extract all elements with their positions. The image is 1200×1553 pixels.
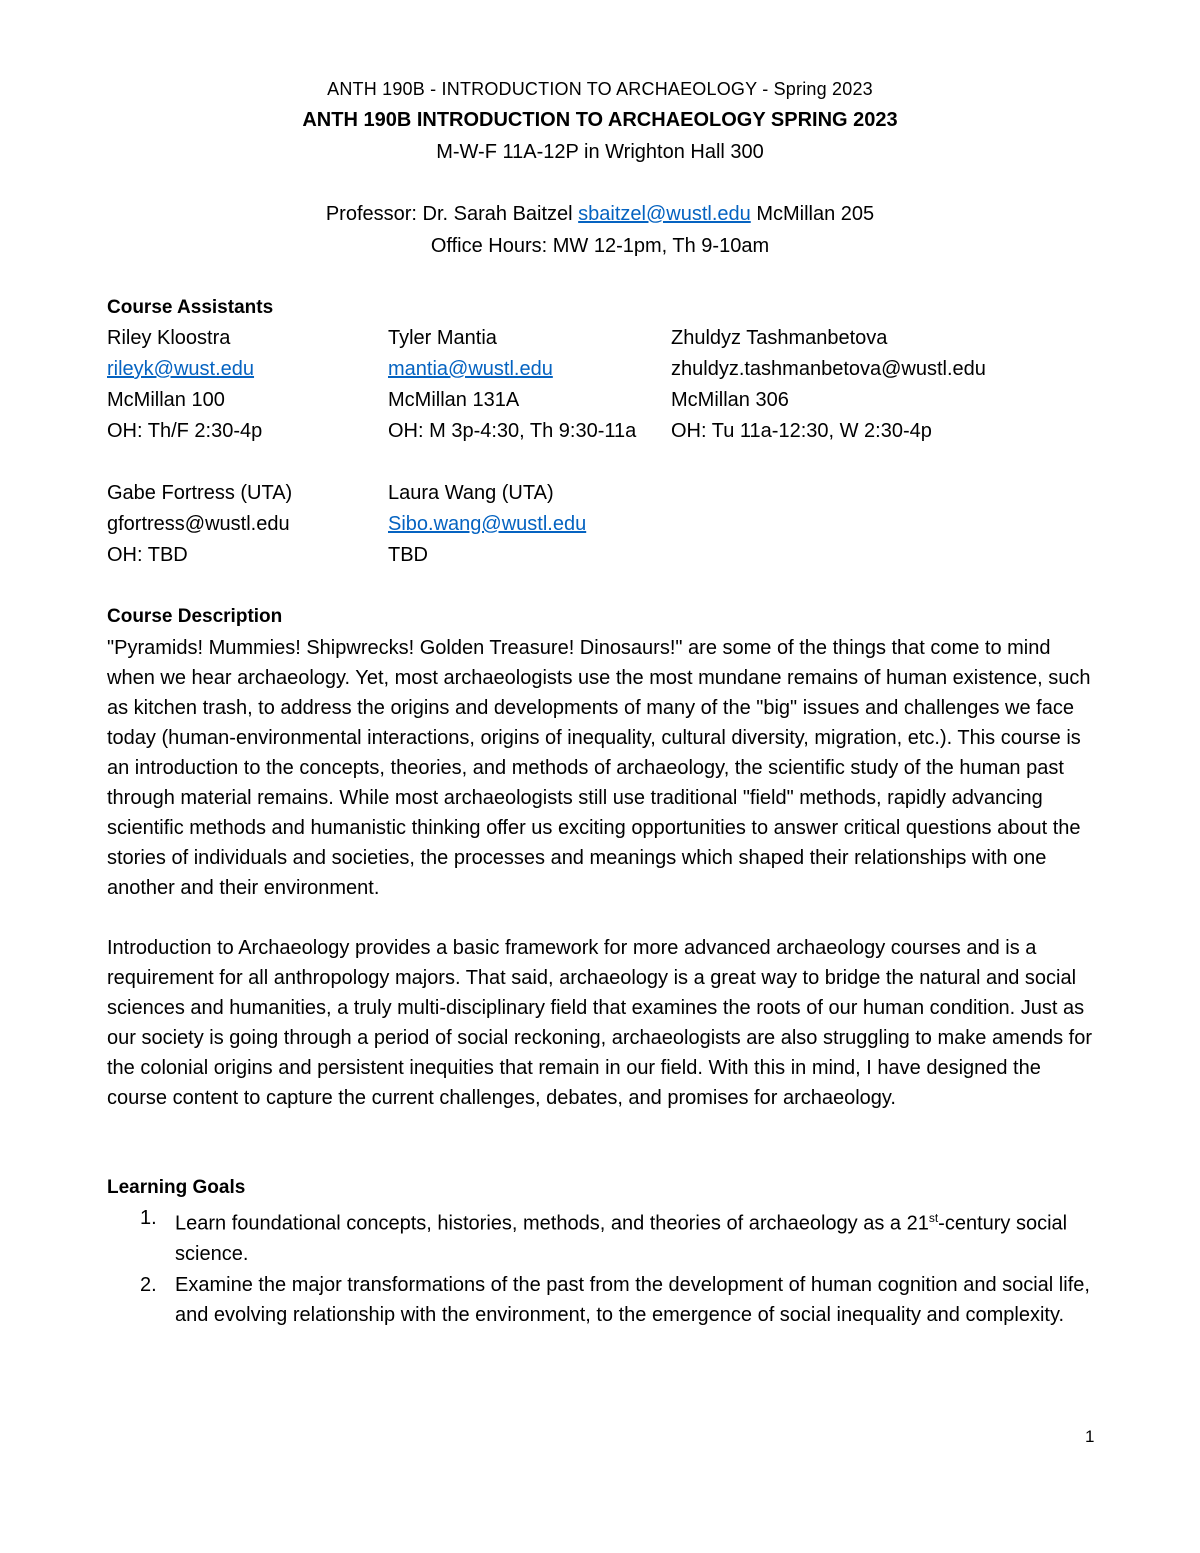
assistant-name: Laura Wang (UTA) [388,482,554,504]
assistant-hours: OH: Th/F 2:30-4p [107,420,263,442]
course-description-heading: Course Description [107,606,283,627]
course-description-paragraph: "Pyramids! Mummies! Shipwrecks! Golden Treasure! Dinosaurs!" are some of the things that come to mind when we hear archaeology. Yet, most archaeologists use the most mundane remains of human existence, such as kitchen trash, to address the origins and developments of many of the "big" issues and challenges we face today (human-environmental interactions, origins of inequality, cultural diversity, migration, etc.). This course is an introduction to the concepts, theories, and methods of archaeology, the scientific study of the human past through material remains. While most archaeologists still use traditional "field" methods, rapidly advancing scientific methods and humanistic thinking offer us exciting opportunities to answer critical questions about the stories of individuals and societies, the processes and meanings which shaped their relationships with one another and their environment. [107,637,1091,899]
goal-text-continued: -century social science. [175,1212,1068,1265]
course-assistants-heading: Course Assistants [107,297,274,318]
professor-office-hours: Office Hours: MW 12-1pm, Th 9-10am [430,235,770,257]
assistant-office: McMillan 131A [388,389,520,411]
assistant-email: zhuldyz.tashmanbetova@wustl.edu [671,358,986,380]
learning-goals-heading: Learning Goals [107,1177,246,1198]
goal-text: Learn foundational concepts, histories, methods, and theories of archaeology as a 21 [175,1212,929,1235]
assistant-email-link[interactable]: Sibo.wang@wustl.edu [388,513,587,535]
professor-email-link[interactable]: sbaitzel@wustl.edu [578,203,751,225]
assistant-hours: OH: M 3p-4:30, Th 9:30-11a [388,420,637,442]
assistant-name: Riley Kloostra [107,327,231,349]
course-description-paragraph: Introduction to Archaeology provides a basic framework for more advanced archaeology courses and is a requirement for all anthropology majors. That said, archaeology is a great way to bridge the natural and social sciences and humanities, a truly multi-disciplinary field that examines the roots of our human condition. Just as our society is going through a period of social reckoning, archaeologists are also struggling to make amends for the colonial origins and persistent inequities that remain in our field. With this in mind, I have designed the course content to capture the current challenges, debates, and promises for archaeology. [107,937,1092,1109]
learning-goal-item [107,1270,1097,1330]
assistant-email-link[interactable]: rileyk@wust.edu [107,358,255,380]
assistant-name: Zhuldyz Tashmanbetova [671,327,888,349]
assistant-office: McMillan 306 [671,389,789,411]
assistant-office: McMillan 100 [107,389,225,411]
professor-office: McMillan 205 [750,203,875,225]
assistant-email-link[interactable]: mantia@wustl.edu [388,358,553,380]
assistant-name: Tyler Mantia [388,327,497,349]
learning-goals-list [107,1203,1097,1331]
goal-number: 1. [140,1207,157,1229]
professor-name: Professor: Dr. Sarah Baitzel [325,203,579,225]
assistant-hours: OH: Tu 11a-12:30, W 2:30-4p [671,420,932,442]
goal-superscript: st [928,1211,939,1225]
goal-text: Examine the major transformations of the past from the development of human cognition and social life, and evolving relationship with the environment, to the emergence of social inequality and complexity. [175,1273,1090,1326]
assistant-hours: OH: TBD [107,544,188,566]
course-schedule: M-W-F 11A-12P in Wrighton Hall 300 [436,141,764,163]
course-title: ANTH 190B INTRODUCTION TO ARCHAEOLOGY SPRING 2023 [302,109,898,131]
assistant-email: gfortress@wustl.edu [107,513,290,535]
running-header: ANTH 190B - INTRODUCTION TO ARCHAEOLOGY - Spring 2023 [327,79,873,99]
goal-number: 2. [140,1273,157,1296]
assistant-hours: TBD [388,544,428,566]
assistant-name: Gabe Fortress (UTA) [107,482,293,504]
professor-line [0,203,1200,226]
learning-goal-item [107,1203,1097,1269]
page-number: 1 [1085,1427,1095,1446]
